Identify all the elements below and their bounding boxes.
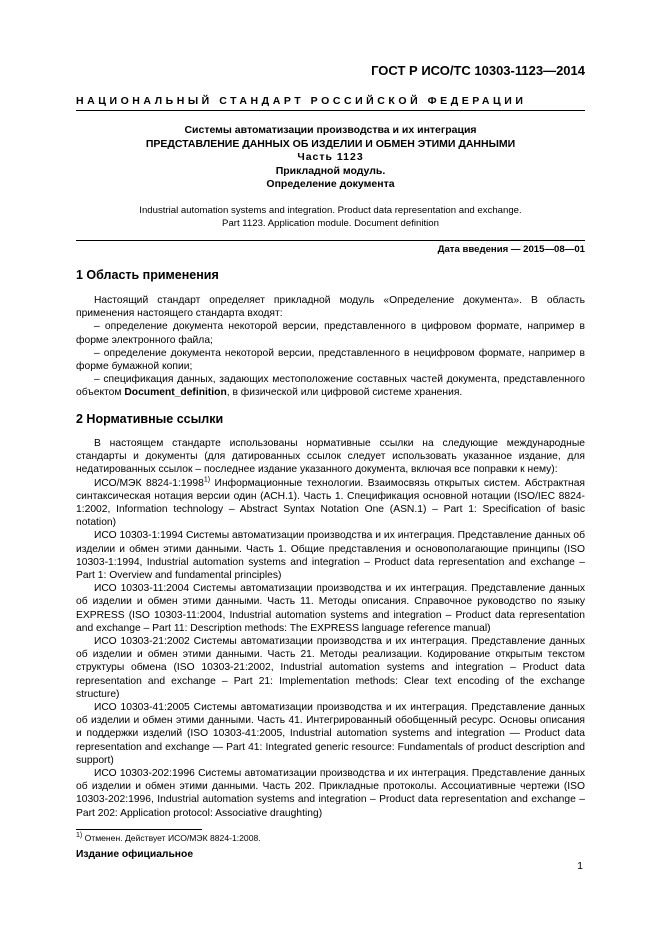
reference-1: ИСО/МЭК 8824-1:1998$^{1)}$ Информационные технологии. Взаимосвязь открытых систем. Абстрактная синтаксическая нотация версии один (АСН.1). Часть 1. Спецификация основной нотации (ISO/IEC 8824-1:2002, Information technology – Abstract Syntax Notation One (ASN.1) – Part 1: Specification of basic notation) bbox=[76, 476, 585, 529]
section-1-heading: 1 Область применения bbox=[76, 268, 219, 282]
section-1-body bbox=[76, 294, 585, 400]
reference-2: ИСО 10303-1:1994 Системы автоматизации производства и их интеграция. Представление данных об изделии и обмен этими данными. Часть 1. Общие представления и основополагающие принципы (ISO 10303-1:1994, Industrial automation systems and integration – Product data representation and exchange – Part 1: Overview and fundamental principles) bbox=[76, 530, 585, 582]
official-edition-label: Издание официальное bbox=[76, 849, 194, 860]
scope-item-3: – спецификация данных, задающих местоположение составных частей документа, представленного объектом Document_definition, в физической или цифровой системе хранения. bbox=[76, 374, 585, 399]
english-title-line-1: Industrial automation systems and integration. Product data representation and exchange. bbox=[139, 205, 522, 216]
title-line-4: Прикладной модуль. bbox=[275, 164, 386, 177]
english-title bbox=[76, 204, 585, 230]
page-number: 1 bbox=[577, 861, 583, 872]
footnote-divider bbox=[76, 829, 202, 830]
reference-5: ИСО 10303-41:2005 Системы автоматизации производства и их интеграция. Представление данных об изделии и обмен этими данными. Часть 41. Интегрированный обобщенный ресурс. Основы описания и поддержки изделий (ISO 10303-41:2005, Industrial automation systems and integration — Product data representation and exchange — Part 41: Integrated generic resource: Fundamentals of product description and support) bbox=[76, 702, 585, 766]
document-number: ГОСТ Р ИСО/ТС 10303-1123—2014 bbox=[371, 63, 585, 78]
title-block bbox=[76, 124, 585, 192]
reference-4: ИСО 10303-21:2002 Системы автоматизации производства и их интеграция. Представление данных об изделии и обмен этими данными. Часть 21. Методы реализации. Кодирование открытым текстом структуры обмена (ISO 10303-21:2002, Industrial automation systems and integration – Product data representation and exchange – Part 21: Implementation methods: Clear text encoding of the exchange structure) bbox=[76, 636, 585, 700]
reference-3: ИСО 10303-11:2004 Системы автоматизации производства и их интеграция. Представление данных об изделии и обмен этими данными. Часть 11. Методы описания. Справочное руководство по языку EXPRESS (ISO 10303-11:2004, Industrial automation systems and integration – Product data representation and exchange – Part 11: Description methods: The EXPRESS language reference manual) bbox=[76, 583, 585, 634]
title-line-1: Системы автоматизации производства и их интеграция bbox=[184, 124, 477, 136]
section-1-paragraph: Настоящий стандарт определяет прикладной модуль «Определение документа». В область применения настоящего стандарта входят: bbox=[76, 295, 585, 320]
english-title-line-2: Part 1123. Application module. Document definition bbox=[222, 218, 439, 229]
section-2-body bbox=[76, 437, 585, 820]
title-part: Часть 1123 bbox=[297, 151, 364, 163]
scope-item-1: – определение документа некоторой версии, представленного в цифровом формате, например в форме электронного файла; bbox=[76, 321, 585, 346]
title-line-2: ПРЕДСТАВЛЕНИЕ ДАННЫХ ОБ ИЗДЕЛИИ И ОБМЕН ЭТИМИ ДАННЫМИ bbox=[145, 137, 516, 150]
national-standard-label: НАЦИОНАЛЬНЫЙ СТАНДАРТ РОССИЙСКОЙ ФЕДЕРАЦИИ bbox=[76, 95, 527, 107]
footnote: $^{1)}$ Отменен. Действует ИСО/МЭК 8824-1:2008. bbox=[76, 832, 261, 843]
title-divider bbox=[76, 240, 585, 241]
footnote-marker: 1) bbox=[203, 476, 211, 484]
section-2-heading: 2 Нормативные ссылки bbox=[76, 412, 224, 426]
scope-item-2: – определение документа некоторой версии, представленного в нецифровом формате, например в форме бумажной копии; bbox=[76, 347, 585, 373]
header-divider bbox=[76, 110, 585, 111]
title-line-5: Определение документа bbox=[266, 178, 395, 190]
introduction-date: Дата введения — 2015—08—01 bbox=[437, 244, 585, 255]
reference-6: ИСО 10303-202:1996 Системы автоматизации производства и их интеграция. Представление данных об изделии и обмен этими данными. Часть 202. Прикладные протоколы. Ассоциативные чертежи (ISO 10303-202:1996, Industrial automation systems and integration – Product data representation and exchange – Part 202: Application protocol: Associative draughting) bbox=[76, 768, 585, 819]
entity-name: Document_definition bbox=[124, 387, 227, 399]
section-2-paragraph: В настоящем стандарте использованы нормативные ссылки на следующие международные стандарты и документы (для датированных ссылок следует использовать указанное издание, для недатированных ссылок – последнее издание указанного документа, включая все поправки к нему): bbox=[76, 438, 585, 476]
